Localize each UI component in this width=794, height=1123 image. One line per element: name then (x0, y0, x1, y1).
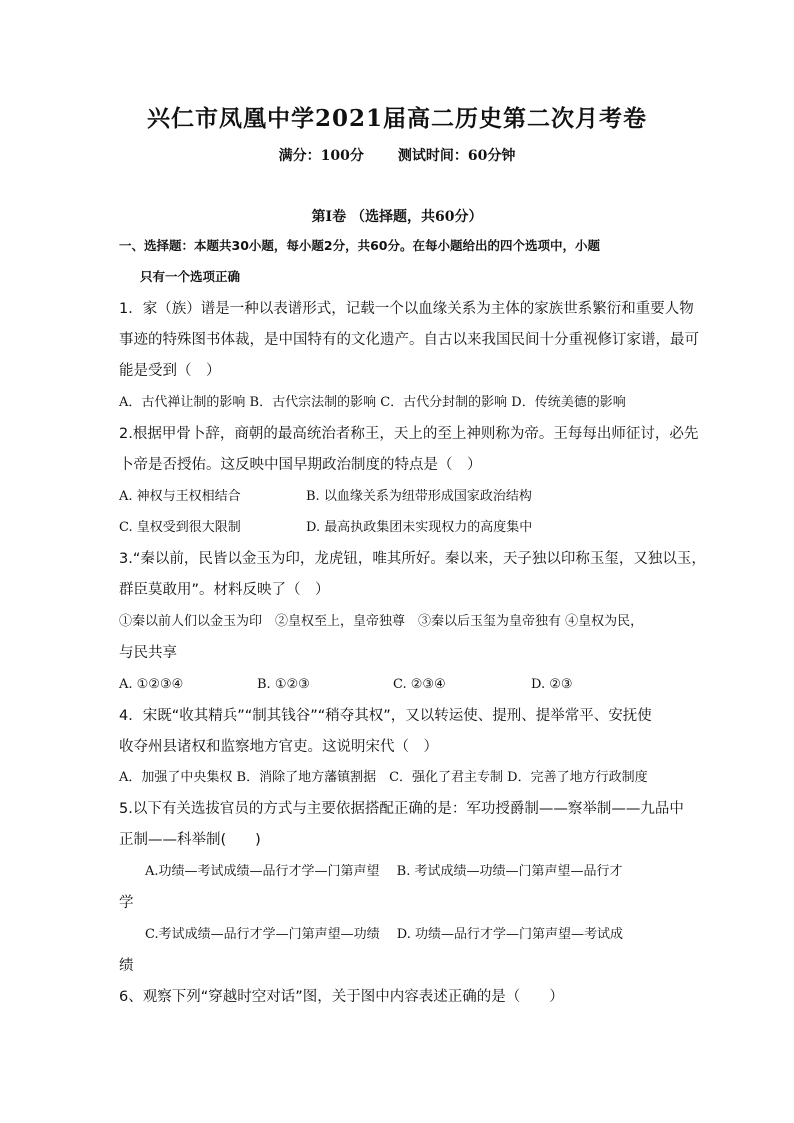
q3-option-d: D. ②③ (531, 677, 573, 692)
exam-title: 兴仁市凤凰中学2021届高二历史第二次月考卷 (146, 105, 647, 132)
q3-statements-line-2: 与民共享 (119, 645, 177, 661)
q5-options-cd-line-2: 绩 (119, 958, 134, 974)
exam-meta (0, 145, 794, 165)
q3-line-1: 3.“秦以前，民皆以金玉为印，龙虎钮，唯其所好。秦以来，天子独以印称玉玺，又独以玉， (119, 551, 706, 567)
full-marks: 满分：100分 (278, 148, 364, 164)
q1-options: A．古代禅让制的影响 B．古代宗法制的影响 C．古代分封制的影响 D．传统美德的影响 (119, 395, 626, 410)
q5-line-1: 5.以下有关选拔官员的方式与主要依据搭配正确的是：军功授爵制——察举制——九品中 (119, 801, 684, 817)
q5-line-2: 正制——科举制( ) (119, 832, 261, 848)
q3-option-c: C. ②③④ (393, 677, 446, 692)
q2-option-b: B. 以血缘关系为纽带形成国家政治结构 (306, 489, 532, 504)
q4-options: A．加强了中央集权 B．消除了地方藩镇割据 C．强化了君主专制 D．完善了地方行政制度 (119, 770, 648, 785)
q3-option-b: B. ①②③ (257, 677, 310, 692)
q5-options-ab-line-1: A.功绩—考试成绩—品行才学—门第声望 B. 考试成绩—功绩—门第声望—品行才 (145, 864, 623, 879)
instruction-line-1: 一、选择题：本题共30小题，每小题2分，共60分。在每小题给出的四个选项中，小题 (119, 238, 600, 253)
q1-line-1: 1．家（族）谱是一种以表谱形式，记载一个以血缘关系为主体的家族世系繁衍和重要人物 (119, 301, 694, 317)
q2-option-d: D. 最高执政集团未实现权力的高度集中 (306, 520, 533, 535)
q1-line-2: 事迹的特殊图书体裁，是中国特有的文化遗产。自古以来我国民间十分重视修订家谱，最可 (119, 332, 699, 348)
q2-line-2: 卜帝是否授佑。这反映中国早期政治制度的特点是（ ） (119, 457, 482, 473)
instruction-line-2: 只有一个选项正确 (140, 269, 241, 284)
q5-options-cd-line-1: C.考试成绩—品行才学—门第声望—功绩 D. 功绩—品行才学—门第声望—考试成 (145, 927, 623, 942)
q4-line-2: 收夺州县诸权和监察地方官吏。这说明宋代（ ） (119, 739, 438, 755)
q1-line-3: 能是受到（ ） (119, 363, 221, 379)
q6-line-1: 6、观察下列“穿越时空对话”图，关于图中内容表述正确的是（ ） (119, 989, 564, 1005)
q5-options-ab-line-2: 学 (119, 895, 134, 911)
section-title: 第Ⅰ卷 （选择题，共60分） (311, 209, 483, 225)
test-time: 测试时间：60分钟 (397, 148, 516, 164)
q2-line-1: 2.根据甲骨卜辞，商朝的最高统治者称王，天上的至上神则称为帝。王每每出师征讨，必先 (119, 426, 699, 442)
q4-line-1: 4．宋既“收其精兵”“制其钱谷”“稍夺其权”，又以转运使、提刑、提举常平、安抚使 (119, 708, 652, 724)
q2-option-a: A. 神权与王权相结合 (119, 489, 241, 504)
q2-option-c: C. 皇权受到很大限制 (119, 520, 241, 535)
q3-statements-line-1: ①秦以前人们以金玉为印 ②皇权至上，皇帝独尊 ③秦以后玉玺为皇帝独有 ④皇权为民， (119, 614, 644, 629)
q3-line-2: 群臣莫敢用”。材料反映了（ ） (119, 582, 330, 598)
q3-option-a: A. ①②③④ (119, 677, 184, 692)
